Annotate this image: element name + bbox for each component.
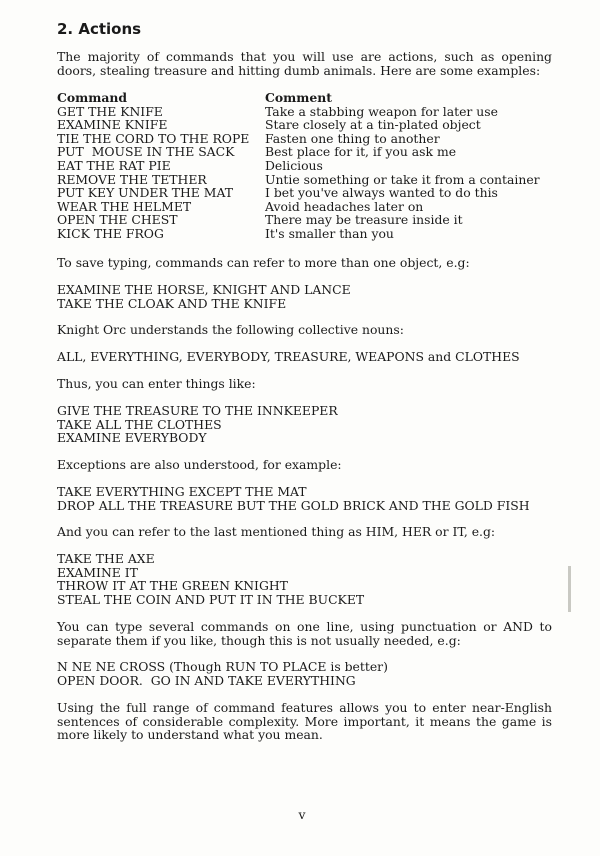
comment-cell: Stare closely at a tin-plated object [265,117,481,133]
comment-cell: Best place for it, if you ask me [265,144,457,160]
table-row [57,145,540,159]
refer-paragraph: And you can refer to the last mentioned thing as HIM, HER or IT, e.g: [57,524,496,539]
example-block [57,283,351,310]
example-block [57,485,530,512]
save-typing-paragraph: To save typing, commands can refer to more than one object, e.g: [57,255,470,270]
closing-paragraph: Using the full range of command features allows you to enter near-English sentences of considerable complexity. More important, it means the game is more likely to understand what you mean. [57,700,552,743]
example-line: OPEN DOOR. GO IN AND TAKE EVERYTHING [57,672,356,688]
page-number: v [298,807,306,822]
example-line: EXAMINE EVERYBODY [57,430,207,446]
example-block [57,404,338,445]
command-cell: WEAR THE HELMET [57,198,192,214]
table-row [57,159,540,173]
exceptions-paragraph: Exceptions are also understood, for example: [57,457,342,472]
command-cell: KICK THE FROG [57,225,164,241]
command-cell: PUT KEY UNDER THE MAT [57,185,233,201]
comment-cell: Avoid headaches later on [265,198,424,214]
comment-cell: Fasten one thing to another [265,130,440,146]
example-line: EXAMINE THE HORSE, KNIGHT AND LANCE [57,282,351,297]
example-line: TAKE THE CLOAK AND THE KNIFE [57,295,287,311]
example-line: N NE NE CROSS (Though RUN TO PLACE is better) [57,659,388,674]
example-line: STEAL THE COIN AND PUT IT IN THE BUCKET [57,591,365,607]
command-cell: TIE THE CORD TO THE ROPE [57,130,250,146]
command-cell: OPEN THE CHEST [57,212,178,228]
table-row [57,132,540,146]
command-table [57,91,540,241]
command-cell: GET THE KNIFE [57,103,163,119]
column-header-comment: Comment [265,90,332,105]
intro-paragraph: The majority of commands that you will use are actions, such as opening doors, stealing treasure and hitting dumb animals. Here are some examples: [57,49,552,78]
comment-cell: Untie something or take it from a container [265,171,540,187]
example-line: EXAMINE IT [57,564,138,580]
example-line: GIVE THE TREASURE TO THE INNKEEPER [57,403,338,418]
example-line: TAKE THE AXE [57,551,155,566]
comment-cell: Take a stabbing weapon for later use [265,103,498,119]
comment-cell: There may be treasure inside it [265,212,463,228]
comment-cell: I bet you've always wanted to do this [265,185,498,201]
comment-cell: It's smaller than you [265,225,394,241]
table-row [57,213,540,227]
command-cell: EXAMINE KNIFE [57,117,168,133]
example-block [57,660,388,687]
several-commands-paragraph: You can type several commands on one line, using punctuation or AND to separate them if you like, though this is not usually needed, e.g: [57,619,552,648]
comment-cell: Delicious [265,157,323,173]
table-row [57,186,540,200]
column-header-command: Command [57,90,128,105]
scan-edge-mark [568,566,571,612]
thus-paragraph: Thus, you can enter things like: [57,376,256,391]
table-row [57,105,540,119]
collective-nouns-line: ALL, EVERYTHING, EVERYBODY, TREASURE, WEAPONS and CLOTHES [57,349,520,364]
example-line: THROW IT AT THE GREEN KNIGHT [57,578,288,594]
table-row [57,118,540,132]
table-header-row [57,91,540,105]
table-row [57,173,540,187]
section-heading: 2. Actions [57,20,142,38]
command-cell: REMOVE THE TETHER [57,171,207,187]
table-row [57,227,540,241]
collective-paragraph: Knight Orc understands the following collective nouns: [57,322,404,337]
command-cell: PUT MOUSE IN THE SACK [57,144,235,160]
command-cell: EAT THE RAT PIE [57,157,171,173]
table-row [57,200,540,214]
example-line: TAKE ALL THE CLOTHES [57,416,222,432]
example-line: DROP ALL THE TREASURE BUT THE GOLD BRICK AND THE GOLD FISH [57,497,530,513]
example-line: TAKE EVERYTHING EXCEPT THE MAT [57,484,307,499]
example-block [57,552,364,606]
